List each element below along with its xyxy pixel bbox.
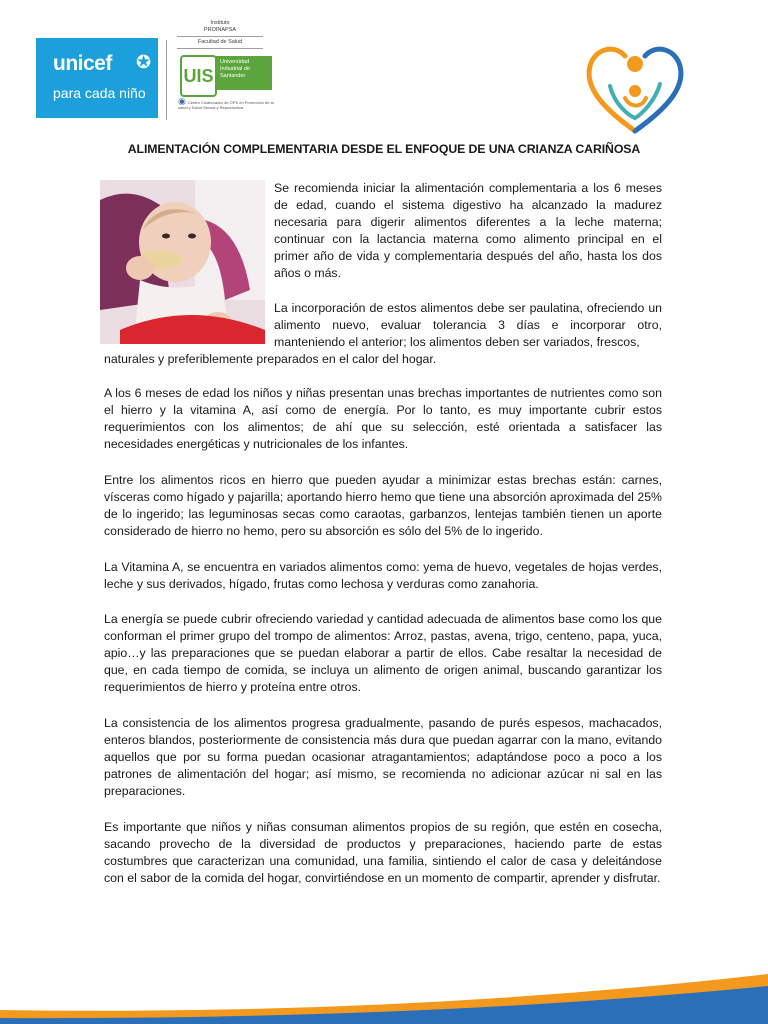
paragraph-iron-foods: Entre los alimentos ricos en hierro que pueden ayudar a minimizar estas brechas están: carnes, vísceras como hígado y pajarilla; aportando hierro hemo que tiene una absorción aproximada del 25% de lo ingerido; las leguminosas secas como caraotas, garbanzos, lentejas también tienen un aporte considerado de hierro no hemo, pero su absorción es sólo del 5% de lo ingerido. xyxy=(104,473,662,538)
ops-centre-text: Centro Colaborador de OPS en Promoción de la salud y Salud Sexual y Reproductiva xyxy=(178,100,274,110)
child-body xyxy=(625,98,646,106)
paragraph-gradual-intro: La incorporación de estos alimentos debe ser paulatina, ofreciendo un alimento nuevo, evaluar tolerancia 3 días e incorporar otro, manteniendo el anterior; los alimentos deben ser variados, frescos, xyxy=(274,301,662,349)
header-divider xyxy=(166,40,167,120)
document-title: ALIMENTACIÓN COMPLEMENTARIA DESDE EL ENFOQUE DE UNA CRIANZA CARIÑOSA xyxy=(127,142,641,156)
paragraph-energy: La energía se puede cubrir ofreciendo variedad y cantidad adecuada de alimentos base como los que conforman el primer grupo del trompo de alimentos: Arroz, pastas, avena, trigo, centeno, papa, yuca, apio…y las preparaciones que se puedan elaborar a partir de ellos. Cabe resaltar la necesidad de que, en cada tiempo de comida, se incluya un alimento de origen animal, buscando garantizar los requerimientos de hierro y proteína entre otros. xyxy=(104,612,662,694)
child-head xyxy=(629,85,641,97)
paragraph-vitamin-a: La Vitamina A, se encuentra en variados alimentos como: yema de huevo, vegetales de hojas verdes, leche y sus derivados, hígado, frutas como lechosa y verduras como zanahoria. xyxy=(104,560,662,591)
paragraph-start-age: Se recomienda iniciar la alimentación complementaria a los 6 meses de edad, cuando el sistema digestivo ha alcanzado la madurez necesaria para digerir alimentos diferentes a la leche materna; continuar con la lactancia materna como alimento principal en el primer año de vida y complementaria después del año, hasta los dos años o más. xyxy=(274,181,662,280)
uis-university-name: Universidad Industrial de Santander xyxy=(216,56,272,90)
institute-line-3: Facultad de Salud xyxy=(197,39,243,45)
uis-logo: UIS xyxy=(180,55,217,97)
unicef-logo xyxy=(36,38,158,118)
ops-centre-note xyxy=(178,96,278,110)
who-emblem-icon: ◉ xyxy=(178,96,186,106)
unicef-globe-icon: ✪ xyxy=(136,52,152,72)
unicef-wordmark: unicef xyxy=(53,52,112,75)
parent-head xyxy=(627,56,643,72)
baby-hand-left xyxy=(126,256,154,280)
decorative-corner-swoosh xyxy=(0,954,768,1024)
institute-line-2: PROINAPSA xyxy=(203,27,237,33)
paragraph-regional-foods: Es importante que niños y niñas consuman alimentos propios de su región, que estén en cosecha, sacando provecho de la diversidad de productos y preparaciones, haciendo parte de estas costumbres que caracterizan una comunidad, una familia, sintiendo el calor de casa y deleitándose con el sabor de la comida del hogar, convirtiéndose en un momento de compartir, aprender y disfrutar. xyxy=(104,820,662,885)
institute-divider xyxy=(177,36,263,37)
paragraph-nutrient-gaps: A los 6 meses de edad los niños y niñas presentan unas brechas importantes de nutrientes como son el hierro y la vitamina A, así como de energía. Por lo tanto, es muy importante cubrir estos requerimientos con los alimentos; de ahí que su selección, esté orientada a satisfacer las necesidades energéticas y nutricionales de los infantes. xyxy=(104,386,662,451)
mother-child-heart-logo xyxy=(580,36,690,136)
institute-block xyxy=(170,20,270,51)
paragraph-consistency: La consistencia de los alimentos progresa gradualmente, pasando de purés espesos, machacados, enteros blandos, posteriormente de consistencia más dura que puedan agarrar con la mano, evitando aquellos que por su forma puedan ocasionar atragantamientos; adaptándose poco a poco a los patrones de alimentación del hogar; así mismo, se recomienda no adicionar azúcar ni sal en las preparaciones. xyxy=(104,716,662,798)
baby-eating-photo xyxy=(100,180,265,344)
institute-divider xyxy=(177,48,263,49)
baby-eye-right xyxy=(188,234,196,239)
institute-line-1: Instituto xyxy=(210,20,230,26)
unicef-tagline: para cada niño xyxy=(53,85,146,101)
baby-eye-left xyxy=(162,234,170,239)
paragraph-gradual-intro-continued: naturales y preferiblemente preparados en el calor del hogar. xyxy=(104,352,437,366)
